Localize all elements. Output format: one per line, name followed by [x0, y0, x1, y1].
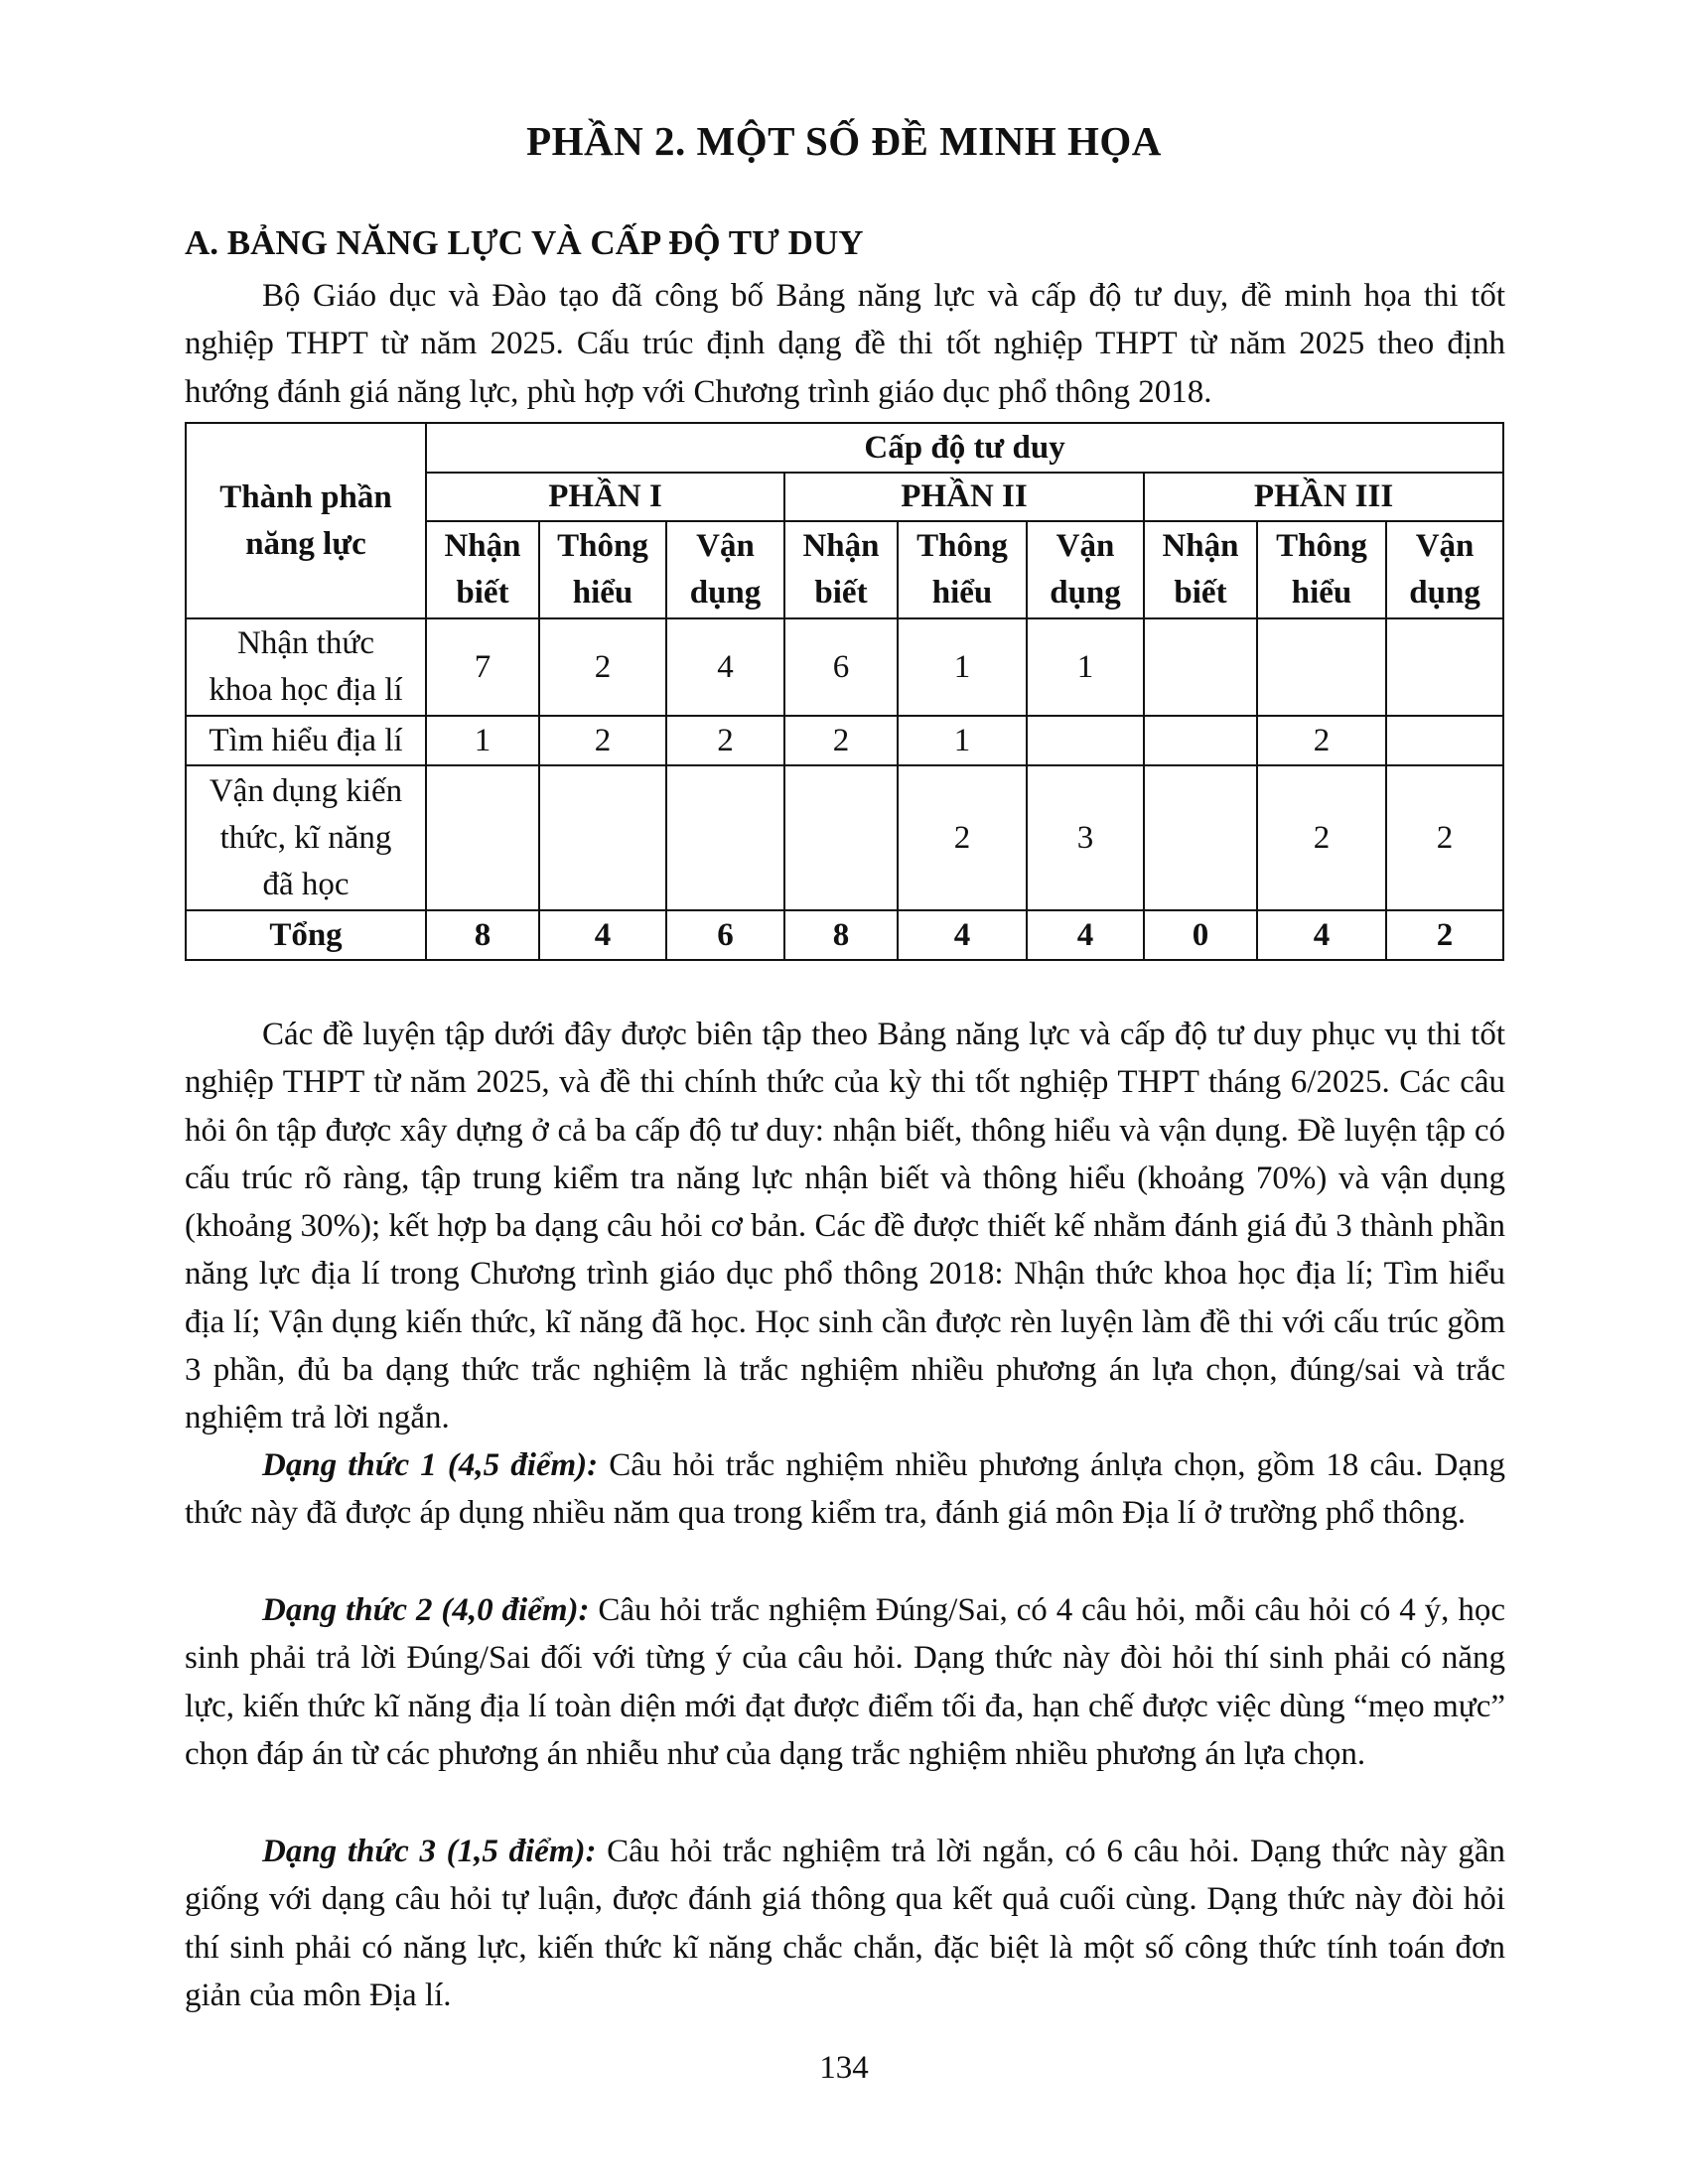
total-row [186, 910, 1503, 960]
level-header [898, 521, 1027, 618]
table-row [186, 618, 1503, 716]
level-line: Thông [557, 528, 648, 564]
part-header: PHẦN III [1144, 473, 1503, 521]
table-cell [666, 765, 784, 910]
level-header [426, 521, 539, 618]
form-2-text: Câu hỏi trắc nghiệm Đúng/Sai, có 4 câu hỏi, mỗi câu hỏi có 4 ý, học sinh phải trả lời Đúng/Sai đối với từng ý của câu hỏi. Dạng thức này đòi hỏi thí sinh phải có năng lực, kiến thức kĩ năng địa lí toàn diện mới đạt được điểm tối đa, hạn chế được việc dùng “mẹo mực” chọn đáp án từ các phương án nhiễu như của dạng trắc nghiệm nhiều phương án lựa chọn. [185, 1592, 1505, 1772]
description-paragraph: Các đề luyện tập dưới đây được biên tập theo Bảng năng lực và cấp độ tư duy phục vụ thi tốt nghiệp THPT từ năm 2025, và đề thi chính thức của kỳ thi tốt nghiệp THPT tháng 6/2025. Các câu hỏi ôn tập được xây dựng ở cả ba cấp độ tư duy: nhận biết, thông hiểu và vận dụng. Đề luyện tập có cấu trúc rõ ràng, tập trung kiểm tra năng lực nhận biết và thông hiểu (khoảng 70%) và vận dụng (khoảng 30%); kết hợp ba dạng câu hỏi cơ bản. Các đề được thiết kế nhằm đánh giá đủ 3 thành phần năng lực địa lí trong Chương trình giáo dục phổ thông 2018: Nhận thức khoa học địa lí; Tìm hiểu địa lí; Vận dụng kiến thức, kĩ năng đã học. Học sinh cần được rèn luyện làm đề thi với cấu trúc gồm 3 phần, đủ ba dạng thức trắc nghiệm là trắc nghiệm nhiều phương án lựa chọn, đúng/sai và trắc nghiệm trả lời ngắn. [185, 1017, 1505, 1436]
table-cell [1144, 765, 1257, 910]
level-line: hiểu [931, 575, 993, 611]
form-2-paragraph [185, 1586, 1505, 1778]
intro-paragraph: Bộ Giáo dục và Đào tạo đã công bố Bảng năng lực và cấp độ tư duy, đề minh họa thi tốt nghiệp THPT từ năm 2025. Cấu trúc định dạng đề thi tốt nghiệp THPT từ năm 2025 theo định hướng đánh giá năng lực, phù hợp với Chương trình giáo dục phổ thông 2018. [185, 278, 1505, 410]
level-line: dụng [1409, 575, 1480, 611]
level-line: Nhận [802, 528, 880, 564]
table-cell: 2 [784, 716, 898, 765]
level-line: Vận [1415, 528, 1475, 564]
page-number: 134 [819, 2050, 869, 2086]
table-cell: 4 [666, 618, 784, 716]
form-2-lead: Dạng thức 2 (4,0 điểm): [262, 1592, 590, 1628]
level-line: dụng [689, 575, 762, 611]
table-row [186, 765, 1503, 910]
table-cell [1257, 618, 1386, 716]
form-3-lead: Dạng thức 3 (1,5 điểm): [262, 1834, 597, 1869]
total-label: Tổng [186, 910, 426, 960]
row-label-line: Nhận thức [237, 625, 374, 661]
total-cell: 4 [1257, 910, 1386, 960]
level-line: biết [814, 575, 868, 611]
part-header: PHẦN I [426, 473, 784, 521]
total-cell: 4 [1027, 910, 1144, 960]
row-header-line: năng lực [245, 525, 366, 562]
row-label [186, 618, 426, 716]
total-cell: 0 [1144, 910, 1257, 960]
level-line: hiểu [572, 575, 633, 611]
level-line: hiểu [1291, 575, 1352, 611]
table-cell: 2 [1386, 765, 1503, 910]
table-cell: 2 [539, 716, 666, 765]
form-3-text: Câu hỏi trắc nghiệm trả lời ngắn, có 6 câu hỏi. Dạng thức này gần giống với dạng câu hỏi tự luận, được đánh giá thông qua kết quả cuối cùng. Dạng thức này đòi hỏi thí sinh phải có năng lực, kiến thức kĩ năng chắc chắn, đặc biệt là một số công thức tính toán đơn giản của môn Địa lí. [185, 1834, 1505, 2013]
row-label [186, 765, 426, 910]
table-cell: 2 [898, 765, 1027, 910]
form-3-paragraph [185, 1828, 1505, 2019]
level-header [666, 521, 784, 618]
level-header [1257, 521, 1386, 618]
level-line: Thông [1276, 528, 1367, 564]
form-1-paragraph [185, 1441, 1505, 1538]
table-cell: 1 [1027, 618, 1144, 716]
level-line: Thông [916, 528, 1008, 564]
part-header: PHẦN II [784, 473, 1144, 521]
form-1-lead: Dạng thức 1 (4,5 điểm): [262, 1447, 599, 1483]
level-header [1027, 521, 1144, 618]
table-cell [1027, 716, 1144, 765]
level-line: biết [456, 575, 509, 611]
level-header [539, 521, 666, 618]
table-cell [1386, 716, 1503, 765]
level-line: biết [1174, 575, 1227, 611]
level-line: dụng [1050, 575, 1121, 611]
level-header [784, 521, 898, 618]
level-line: Vận [1055, 528, 1115, 564]
row-header-cell [186, 423, 426, 618]
table-cell [426, 765, 539, 910]
table-cell: 2 [1257, 716, 1386, 765]
table-cell: 7 [426, 618, 539, 716]
table-cell: 2 [539, 618, 666, 716]
section-heading: A. BẢNG NĂNG LỰC VÀ CẤP ĐỘ TƯ DUY [185, 223, 864, 262]
level-header [1386, 521, 1503, 618]
table-cell [539, 765, 666, 910]
table-cell [784, 765, 898, 910]
table-cell: 1 [898, 716, 1027, 765]
table-cell: 6 [784, 618, 898, 716]
level-line: Vận [696, 528, 755, 564]
row-label-line: Tìm hiểu địa lí [209, 722, 403, 758]
top-header-cell: Cấp độ tư duy [426, 423, 1503, 473]
total-cell: 8 [426, 910, 539, 960]
row-label-line: đã học [262, 866, 350, 902]
level-header [1144, 521, 1257, 618]
table-row [186, 716, 1503, 765]
row-label-line: thức, kĩ năng [219, 819, 392, 856]
table-cell: 2 [666, 716, 784, 765]
total-cell: 4 [539, 910, 666, 960]
table-cell: 1 [898, 618, 1027, 716]
table-cell: 1 [426, 716, 539, 765]
level-line: Nhận [1162, 528, 1239, 564]
row-label [186, 716, 426, 765]
table-cell [1386, 618, 1503, 716]
table-cell: 3 [1027, 765, 1144, 910]
competency-table [185, 422, 1504, 961]
table-cell [1144, 618, 1257, 716]
row-header-line: Thành phần [219, 478, 392, 515]
form-1-text: Câu hỏi trắc nghiệm nhiều phương ánlựa chọn, gồm 18 câu. Dạng thức này đã được áp dụng nhiều năm qua trong kiểm tra, đánh giá môn Địa lí ở trường phổ thông. [185, 1447, 1505, 1532]
total-cell: 2 [1386, 910, 1503, 960]
page-title: PHẦN 2. MỘT SỐ ĐỀ MINH HỌA [526, 118, 1162, 164]
total-cell: 8 [784, 910, 898, 960]
table-cell: 2 [1257, 765, 1386, 910]
total-cell: 4 [898, 910, 1027, 960]
total-cell: 6 [666, 910, 784, 960]
row-label-line: Vận dụng kiến [209, 772, 403, 809]
table-header-row [186, 423, 1503, 473]
level-line: Nhận [444, 528, 521, 564]
row-label-line: khoa học địa lí [209, 672, 403, 708]
table-cell [1144, 716, 1257, 765]
